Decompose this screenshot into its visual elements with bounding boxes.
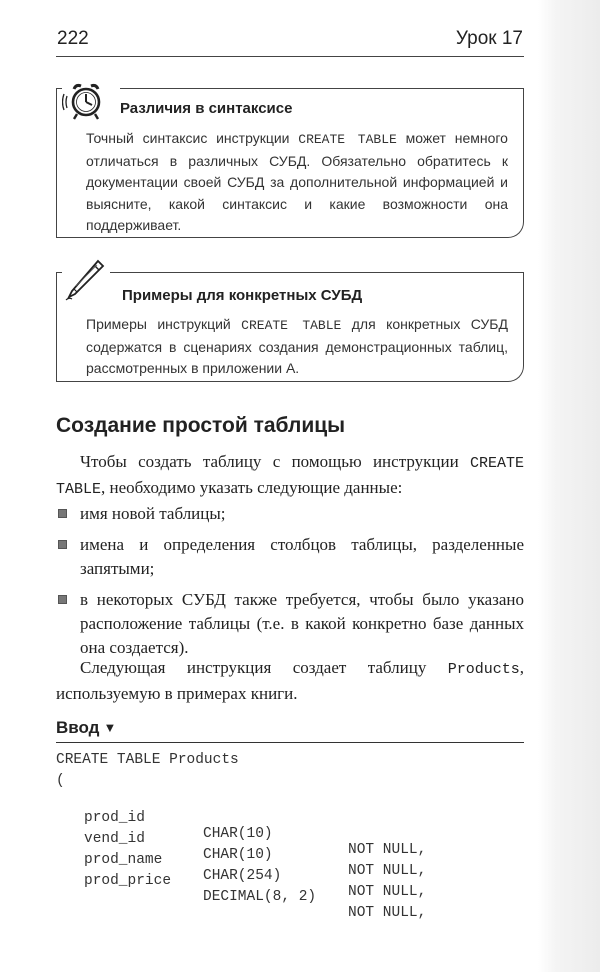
column-type: CHAR(10): [203, 847, 273, 863]
code-block: [56, 752, 427, 921]
column-name: prod_id: [84, 810, 145, 826]
inline-code: CREATE TABLE: [241, 318, 342, 333]
bullet-square-icon: [58, 509, 67, 518]
column-constraint: NOT NULL,: [348, 842, 427, 858]
page-number: 222: [57, 28, 89, 49]
column-type: DECIMAL(8, 2): [203, 889, 317, 905]
note-top-line: [120, 88, 524, 89]
column-name: prod_price: [84, 873, 172, 889]
down-triangle-icon: ▼: [103, 720, 117, 735]
note-text: для конкретных СУБД содержатся в сценариях создания демонстрационных таблиц, рассмотренных в приложении А.: [86, 316, 508, 376]
note-dbms-examples: [56, 272, 524, 382]
requirements-list: [56, 502, 524, 667]
list-item: [56, 502, 524, 526]
paragraph-text: , используемую в примерах книги.: [56, 658, 524, 703]
bullet-square-icon: [58, 540, 67, 549]
bullet-square-icon: [58, 595, 67, 604]
paragraph-text: Чтобы создать таблицу с помощью инструкции: [80, 452, 470, 471]
alarm-clock-icon: [62, 78, 110, 122]
column-constraint: NOT NULL,: [348, 863, 427, 879]
inline-code: Products: [447, 661, 520, 678]
column-name: vend_id: [84, 831, 145, 847]
code-line: (: [56, 773, 65, 789]
section-heading: Создание простой таблицы: [56, 414, 346, 437]
inline-code: CREATE TABLE: [298, 132, 397, 147]
column-type: CHAR(254): [203, 868, 282, 884]
running-header: [56, 28, 524, 57]
note-body: [86, 314, 508, 380]
paragraph-text: Следующая инструкция создает таблицу: [80, 658, 448, 677]
note-title: Примеры для конкретных СУБД: [122, 287, 363, 304]
intro-paragraph: [56, 450, 524, 502]
input-heading: [56, 718, 524, 743]
list-item: [56, 588, 524, 660]
column-type: CHAR(10): [203, 826, 273, 842]
note-title: Различия в синтаксисе: [120, 100, 293, 117]
page-edge-shadow: [538, 0, 600, 972]
note-body: [86, 128, 508, 237]
input-label: Ввод: [56, 718, 100, 737]
following-paragraph: [56, 656, 524, 706]
list-item-text: имена и определения столбцов таблицы, разделенные запятыми;: [80, 535, 524, 578]
code-line: CREATE TABLE Products: [56, 752, 239, 768]
pencil-icon: [62, 258, 106, 304]
column-constraint: NOT NULL,: [348, 884, 427, 900]
inline-code: CREATE TABLE: [56, 455, 524, 498]
column-name: prod_name: [84, 852, 163, 868]
note-text: Примеры инструкций: [86, 316, 242, 332]
chapter-title: Урок 17: [455, 28, 523, 49]
paragraph-text: , необходимо указать следующие данные:: [101, 478, 403, 497]
list-item-text: в некоторых СУБД также требуется, чтобы было указано расположение таблицы (т.е. в какой конкретно базе данных она создается).: [80, 590, 524, 657]
column-constraint: NOT NULL,: [348, 905, 427, 921]
note-text: может немного отличаться в различных СУБД. Обязательно обратитесь к документации своей СУБД за дополнительной информацией и выясните, какой синтаксис и какие возможности она поддерживает.: [86, 130, 508, 233]
list-item: [56, 533, 524, 581]
note-text: Точный синтаксис инструкции: [86, 130, 299, 146]
note-syntax-differences: [56, 88, 524, 238]
note-top-line: [110, 272, 524, 273]
list-item-text: имя новой таблицы;: [80, 504, 226, 523]
